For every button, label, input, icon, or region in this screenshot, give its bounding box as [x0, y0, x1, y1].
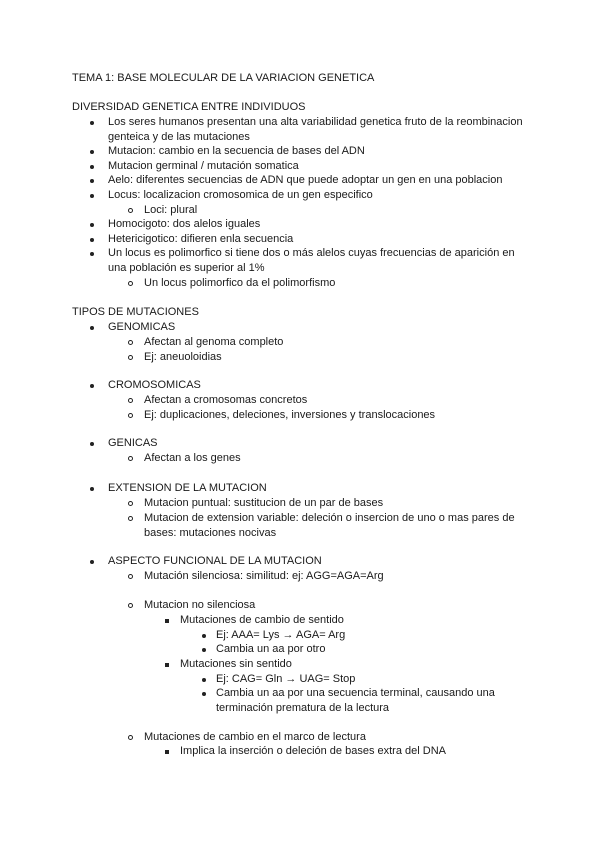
bullet-icon: [90, 223, 94, 227]
sub-list-item: Un locus polimorfico da el polimorfismo: [144, 277, 336, 289]
level4-list-item: Ej: AAA= Lys → AGA= Arg: [216, 629, 346, 641]
list-item: Los seres humanos presentan una alta variabilidad genetica fruto de la reombinacion: [108, 116, 523, 128]
sub-list-item: Mutacion puntual: sustitucion de un par de bases: [144, 497, 384, 509]
sub-list-item: Mutacion de extension variable: deleción o insercion de uno o mas pares de: [144, 512, 515, 524]
sub-bullet-icon: [128, 413, 133, 418]
level4-list-item: Cambia un aa por una secuencia terminal, causando una: [216, 687, 495, 699]
sub-bullet-icon: [128, 574, 133, 579]
list-item: Homocigoto: dos alelos iguales: [108, 218, 261, 230]
sub-list-item: Afectan a cromosomas concretos: [144, 394, 308, 406]
sub-bullet-icon: [128, 516, 133, 521]
square-bullet-icon: [165, 663, 169, 667]
list-item: Hetericigotico: difieren enla secuencia: [108, 233, 294, 245]
list-item-continuation: genteica y de las mutaciones: [108, 131, 250, 143]
sub-list-item: Mutación silenciosa: similitud: ej: AGG=AGA=Arg: [144, 570, 384, 582]
bullet-icon: [90, 384, 94, 388]
list-item: ASPECTO FUNCIONAL DE LA MUTACION: [108, 555, 322, 567]
sub-list-item: Afectan a los genes: [144, 452, 241, 464]
sub-bullet-icon: [128, 281, 133, 286]
sub-bullet-icon: [128, 501, 133, 506]
list-item: Locus: localizacion cromosomica de un gen especifico: [108, 189, 373, 201]
bullet-icon: [90, 179, 94, 183]
sub-list-item: Loci: plural: [144, 204, 198, 216]
sub-list-item: Afectan al genoma completo: [144, 336, 284, 348]
sub-bullet-icon: [128, 208, 133, 213]
sub-bullet-icon: [128, 355, 133, 360]
list-item-continuation: una población es superior al 1%: [108, 262, 265, 274]
list-item: Un locus es polimorfico si tiene dos o más alelos cuyas frecuencias de aparición en: [108, 247, 515, 259]
bullet-icon: [90, 326, 94, 330]
list-item: GENOMICAS: [108, 321, 176, 333]
square-bullet-icon: [165, 750, 169, 754]
bullet-icon: [90, 194, 94, 198]
bullet-icon: [202, 634, 206, 638]
sub-list-item: Ej: aneuoloidias: [144, 351, 222, 363]
level3-list-item: Implica la inserción o deleción de bases extra del DNA: [180, 745, 446, 757]
list-item: Mutacion: cambio en la secuencia de bases del ADN: [108, 145, 365, 157]
bullet-icon: [202, 692, 206, 696]
level4-list-item-continuation: terminación prematura de la lectura: [216, 702, 390, 714]
list-item: Mutacion germinal / mutación somatica: [108, 160, 299, 172]
sub-list-item: Mutaciones de cambio en el marco de lectura: [144, 731, 366, 743]
bullet-icon: [202, 678, 206, 682]
section-heading-diversidad: DIVERSIDAD GENETICA ENTRE INDIVIDUOS: [72, 101, 306, 113]
level4-list-item: Ej: CAG= Gln → UAG= Stop: [216, 673, 356, 685]
sub-bullet-icon: [128, 398, 133, 403]
sub-list-item: Mutacion no silenciosa: [144, 599, 256, 611]
bullet-icon: [202, 648, 206, 652]
list-item: Aelo: diferentes secuencias de ADN que puede adoptar un gen en una poblacion: [108, 174, 503, 186]
sub-bullet-icon: [128, 603, 133, 608]
section-heading-tipos: TIPOS DE MUTACIONES: [72, 306, 199, 318]
list-item: GENICAS: [108, 437, 158, 449]
sub-bullet-icon: [128, 456, 133, 461]
sub-list-item: Ej: duplicaciones, deleciones, inversiones y translocaciones: [144, 409, 436, 421]
bullet-icon: [90, 121, 94, 125]
list-item: CROMOSOMICAS: [108, 379, 201, 391]
sub-bullet-icon: [128, 735, 133, 740]
level4-list-item: Cambia un aa por otro: [216, 643, 326, 655]
bullet-icon: [90, 442, 94, 446]
bullet-icon: [90, 487, 94, 491]
bullet-icon: [90, 252, 94, 256]
level3-list-item: Mutaciones de cambio de sentido: [180, 614, 344, 626]
bullet-icon: [90, 560, 94, 564]
bullet-icon: [90, 165, 94, 169]
sub-list-item-continuation: bases: mutaciones nocivas: [144, 527, 277, 539]
level3-list-item: Mutaciones sin sentido: [180, 658, 292, 670]
bullet-icon: [90, 150, 94, 154]
list-item: EXTENSION DE LA MUTACION: [108, 482, 267, 494]
sub-bullet-icon: [128, 340, 133, 345]
square-bullet-icon: [165, 619, 169, 623]
document-title: TEMA 1: BASE MOLECULAR DE LA VARIACION GENETICA: [72, 72, 375, 84]
bullet-icon: [90, 238, 94, 242]
